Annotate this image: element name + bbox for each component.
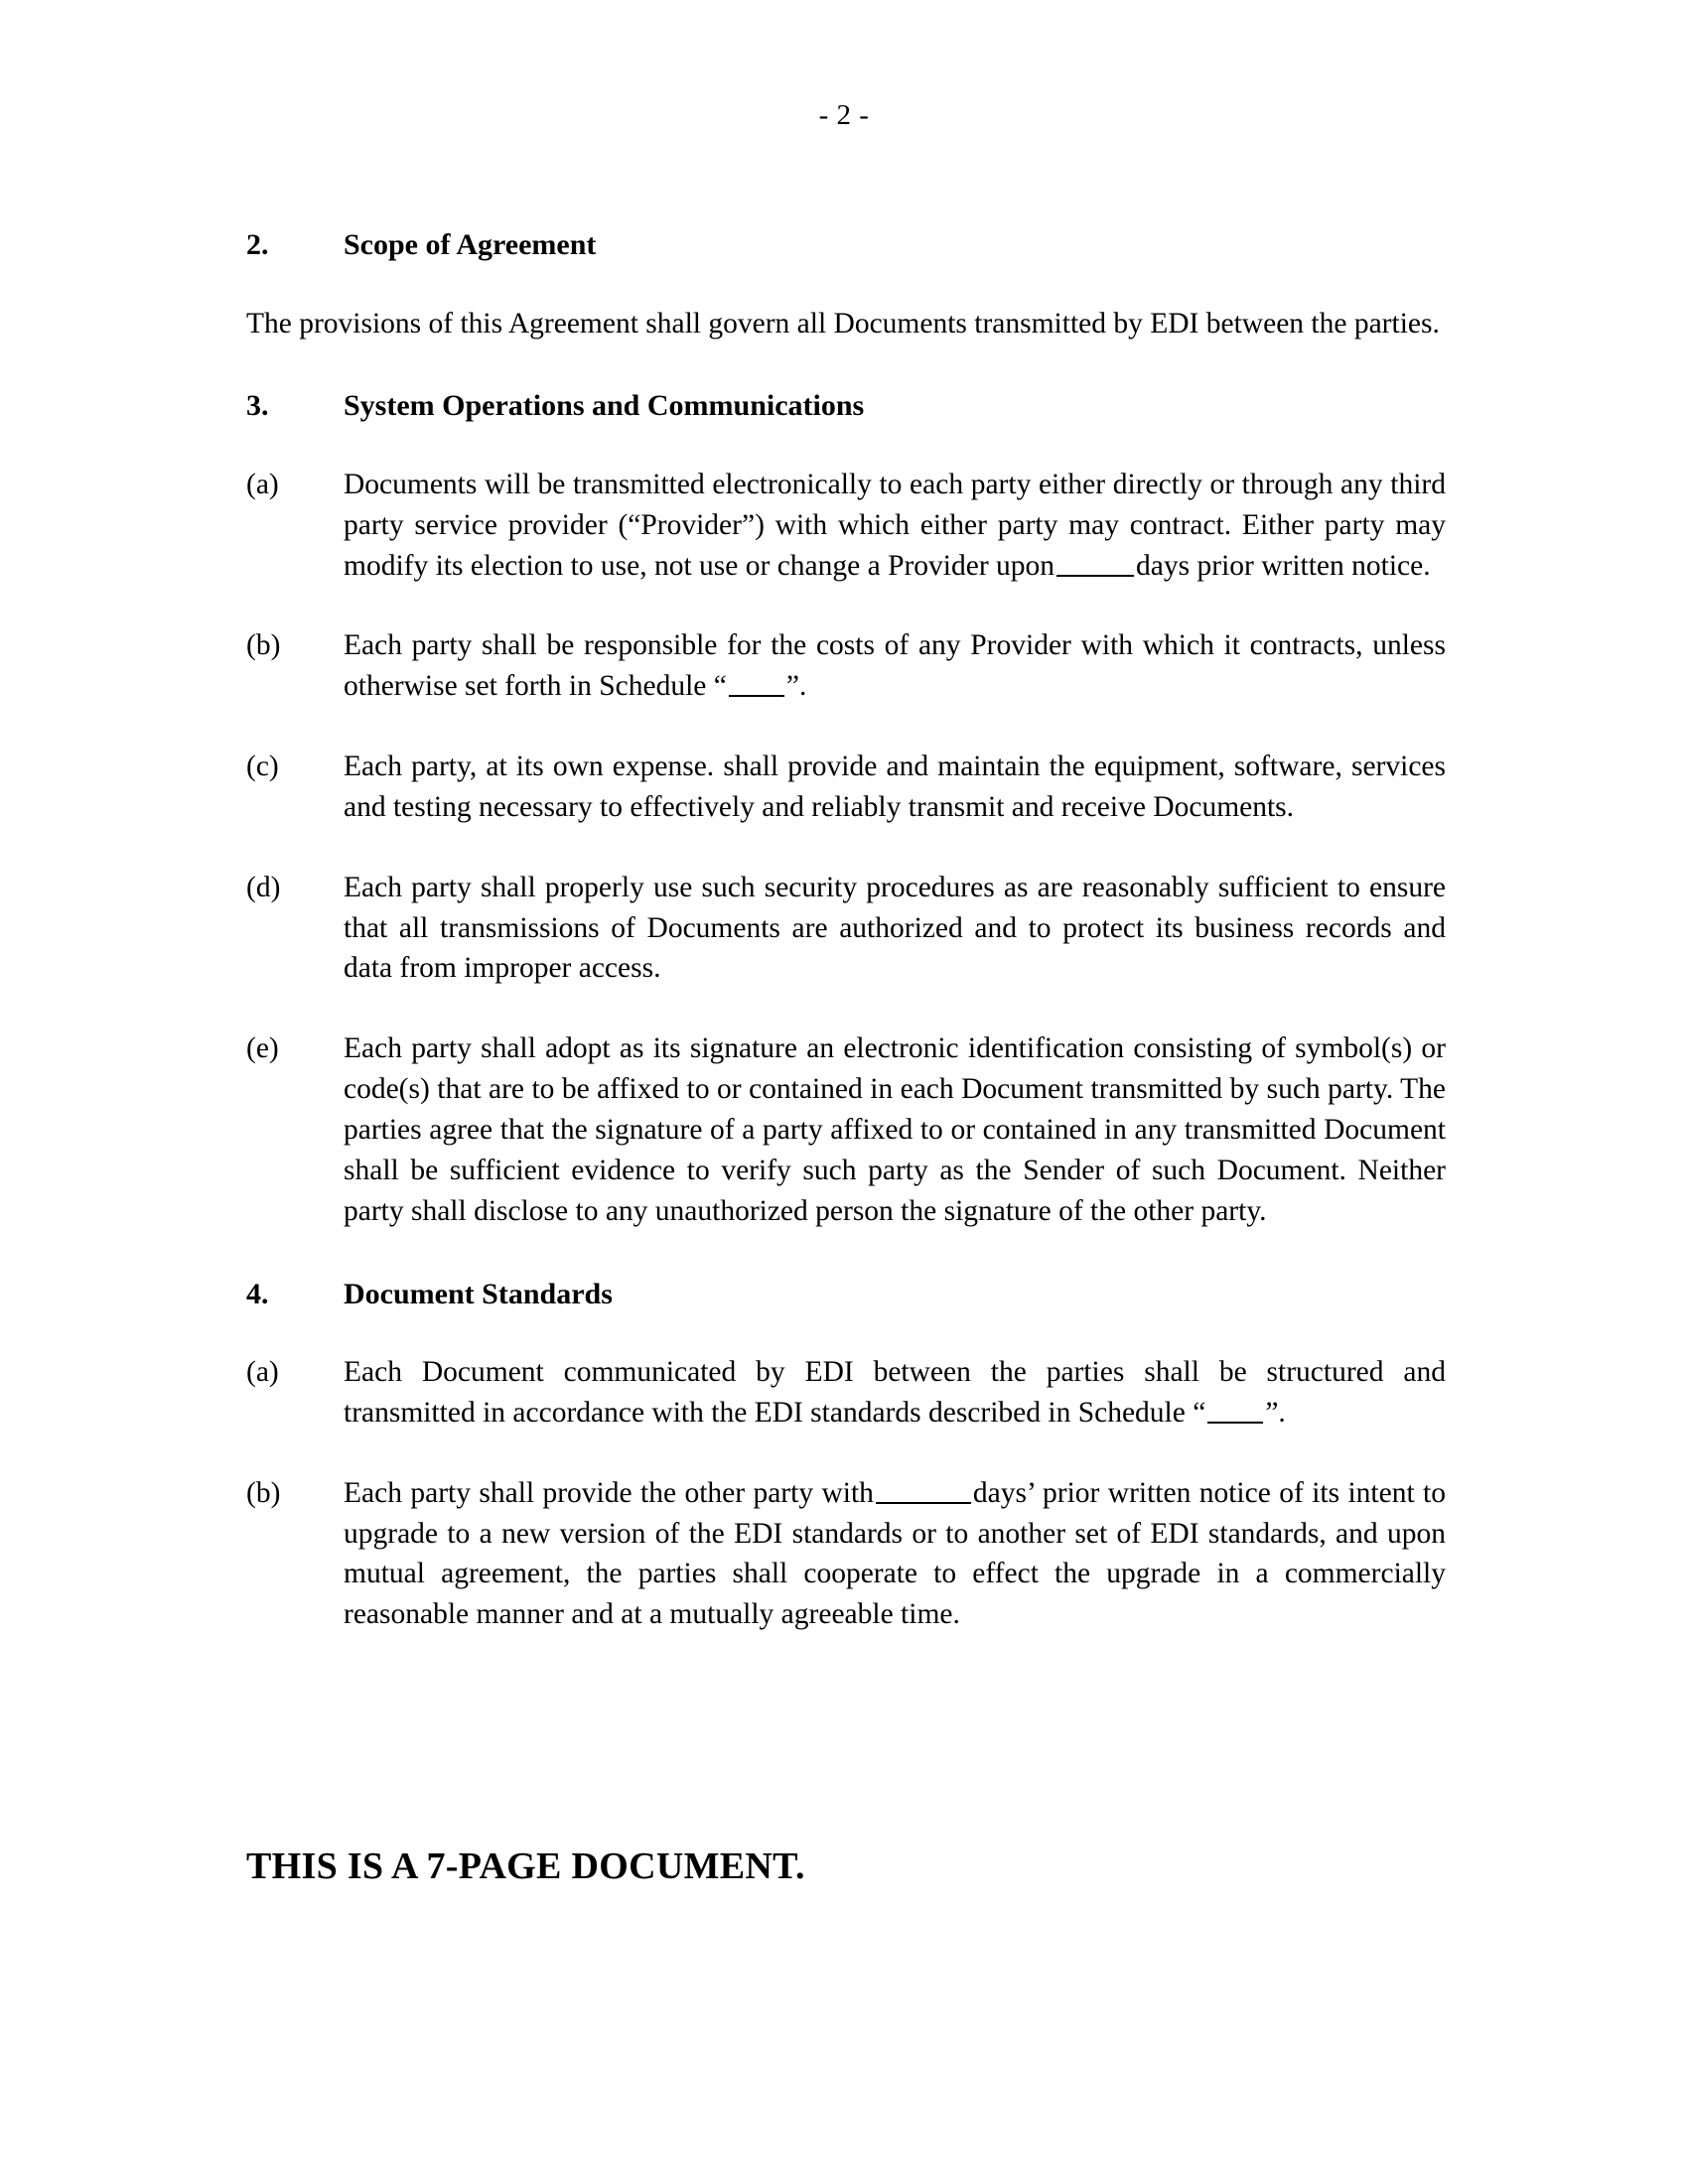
spacer bbox=[246, 343, 1446, 387]
clause-label: (d) bbox=[246, 871, 281, 903]
clause-label: (e) bbox=[246, 1032, 279, 1065]
document-body bbox=[246, 226, 1446, 1635]
spacer bbox=[246, 1433, 1446, 1473]
clause-label: (b) bbox=[246, 629, 281, 662]
clause-label: (b) bbox=[246, 1476, 281, 1509]
section-title: System Operations and Communications bbox=[344, 389, 865, 423]
clause-text: Each party shall properly use such security procedures as are reasonably sufficient to ensure that all transmissions of Documents are authorized and to protect its business records and data from improper access. bbox=[344, 871, 1446, 985]
clause-3a bbox=[246, 465, 1446, 587]
spacer bbox=[246, 586, 1446, 625]
clause-label: (a) bbox=[246, 468, 279, 500]
clause-text bbox=[344, 1352, 1446, 1433]
clause-text-after-blank: ”. bbox=[1265, 1396, 1286, 1429]
spacer bbox=[246, 828, 1446, 868]
clause-label: (a) bbox=[246, 1356, 279, 1388]
fill-in-blank[interactable] bbox=[1207, 1422, 1263, 1424]
clause-text bbox=[344, 1473, 1446, 1635]
clause-text-before-blank: Each party shall be responsible for the costs of any Provider with which it contracts, unless otherwise set forth in Schedule “ bbox=[344, 629, 1446, 703]
spacer bbox=[246, 707, 1446, 747]
clause-text-before-blank: Each Document communicated by EDI between the parties shall be structured and transmitted in accordance with the EDI standards described in Schedule “ bbox=[344, 1356, 1446, 1429]
section-heading-2 bbox=[246, 226, 1446, 264]
page-number: - 2 - bbox=[818, 99, 870, 131]
section-number: 3. bbox=[246, 389, 269, 423]
clause-text-before-blank: Documents will be transmitted electronically to each party either directly or through any third party service provider (“Provider”) with which either party may contract. Either party may modify its election to use, not use or change a Provider upon bbox=[344, 468, 1446, 582]
clause-3c bbox=[246, 747, 1446, 828]
spacer bbox=[246, 989, 1446, 1028]
clause-text-after-blank: days prior written notice. bbox=[1136, 549, 1431, 582]
document-footer-note: THIS IS A 7-PAGE DOCUMENT. bbox=[246, 1845, 805, 1887]
spacer bbox=[246, 425, 1446, 465]
clause-3e bbox=[246, 1028, 1446, 1231]
section-number: 2. bbox=[246, 228, 269, 261]
section-title: Scope of Agreement bbox=[344, 228, 597, 261]
section-2-intro-paragraph: The provisions of this Agreement shall govern all Documents transmitted by EDI between the parties. bbox=[246, 307, 1440, 340]
section-title: Document Standards bbox=[344, 1277, 613, 1310]
clause-text-after-blank: ”. bbox=[785, 670, 807, 703]
clause-3b bbox=[246, 625, 1446, 707]
clause-4b bbox=[246, 1473, 1446, 1635]
spacer bbox=[246, 264, 1446, 304]
fill-in-blank[interactable] bbox=[876, 1502, 971, 1504]
clause-text bbox=[344, 625, 1446, 707]
clause-text-before-blank: Each party shall provide the other party with bbox=[344, 1476, 874, 1509]
spacer bbox=[246, 1232, 1446, 1276]
clause-4a bbox=[246, 1352, 1446, 1433]
section-heading-4 bbox=[246, 1276, 1446, 1313]
fill-in-blank[interactable] bbox=[729, 695, 784, 697]
section-number: 4. bbox=[246, 1277, 269, 1310]
clause-text-after-blank: days’ prior written notice of its intent to upgrade to a new version of the EDI standards or to another set of EDI standards, and upon mutual agreement, the parties shall cooperate to effect the upgrade in a commercially reasonable manner and at a mutually agreeable time. bbox=[344, 1476, 1446, 1631]
clause-text bbox=[344, 465, 1446, 587]
section-heading-3 bbox=[246, 387, 1446, 425]
fill-in-blank[interactable] bbox=[1056, 575, 1134, 577]
clause-label: (c) bbox=[246, 751, 279, 783]
clause-text: Each party shall adopt as its signature an electronic identification consisting of symbol(s) or code(s) that are to be affixed to or contained in each Document transmitted by such party. The parties agree that the signature of a party affixed to or contained in any transmitted Document shall be sufficient evidence to verify such party as the Sender of such Document. Neither party shall disclose to any unauthorized person the signature of the other party. bbox=[344, 1032, 1446, 1227]
spacer bbox=[246, 1312, 1446, 1352]
clause-3d bbox=[246, 868, 1446, 990]
clause-text: Each party, at its own expense. shall provide and maintain the equipment, software, services and testing necessary to effectively and reliably transmit and receive Documents. bbox=[344, 751, 1446, 823]
